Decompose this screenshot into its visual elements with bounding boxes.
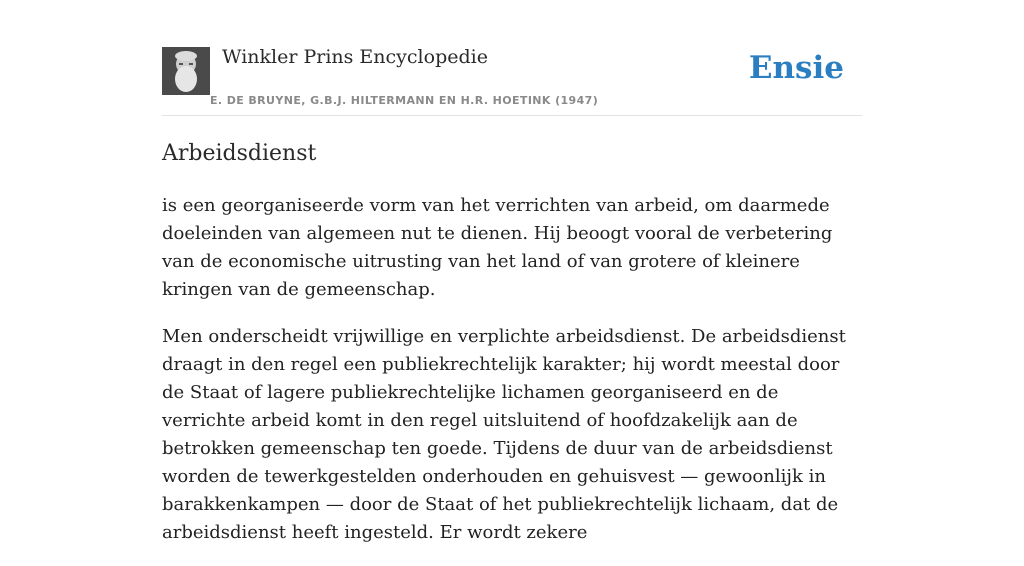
article-body bbox=[162, 192, 862, 566]
author-avatar[interactable] bbox=[162, 47, 210, 95]
ensie-logo-link[interactable]: Ensie bbox=[748, 50, 844, 86]
publication-authors: E. DE BRUYNE, G.B.J. HILTERMANN EN H.R. HOETINK (1947) bbox=[210, 94, 599, 107]
publication-title[interactable]: Winkler Prins Encyclopedie bbox=[222, 46, 488, 68]
article-page bbox=[162, 0, 862, 543]
article-paragraph: Men onderscheidt vrijwillige en verplichte arbeidsdienst. De arbeidsdienst draagt in den regel een publiekrechtelijk karakter; hij wordt meestal door de Staat of lagere publiekrechtelijke lichamen georganiseerd en de verrichte arbeid komt in den regel uitsluitend of hoofdzakelijk aan de betrokken gemeenschap ten goede. Tijdens de duur van de arbeidsdienst worden de tewerkgestelden onderhouden en gehuisvest — gewoonlijk in barakkenkampen — door de Staat of het publiekrechtelijk lichaam, dat de arbeidsdienst heeft ingesteld. Er wordt zekere bbox=[162, 326, 846, 543]
article-paragraph: is een georganiseerde vorm van het verrichten van arbeid, om daarmede doeleinden van algemeen nut te dienen. Hij beoogt vooral de verbetering van de economische uitrusting van het land of van grotere of kleinere kringen van de gemeenschap. bbox=[162, 195, 833, 300]
article-title: Arbeidsdienst bbox=[162, 141, 317, 166]
publication-header bbox=[162, 0, 862, 116]
portrait-icon bbox=[162, 47, 210, 95]
